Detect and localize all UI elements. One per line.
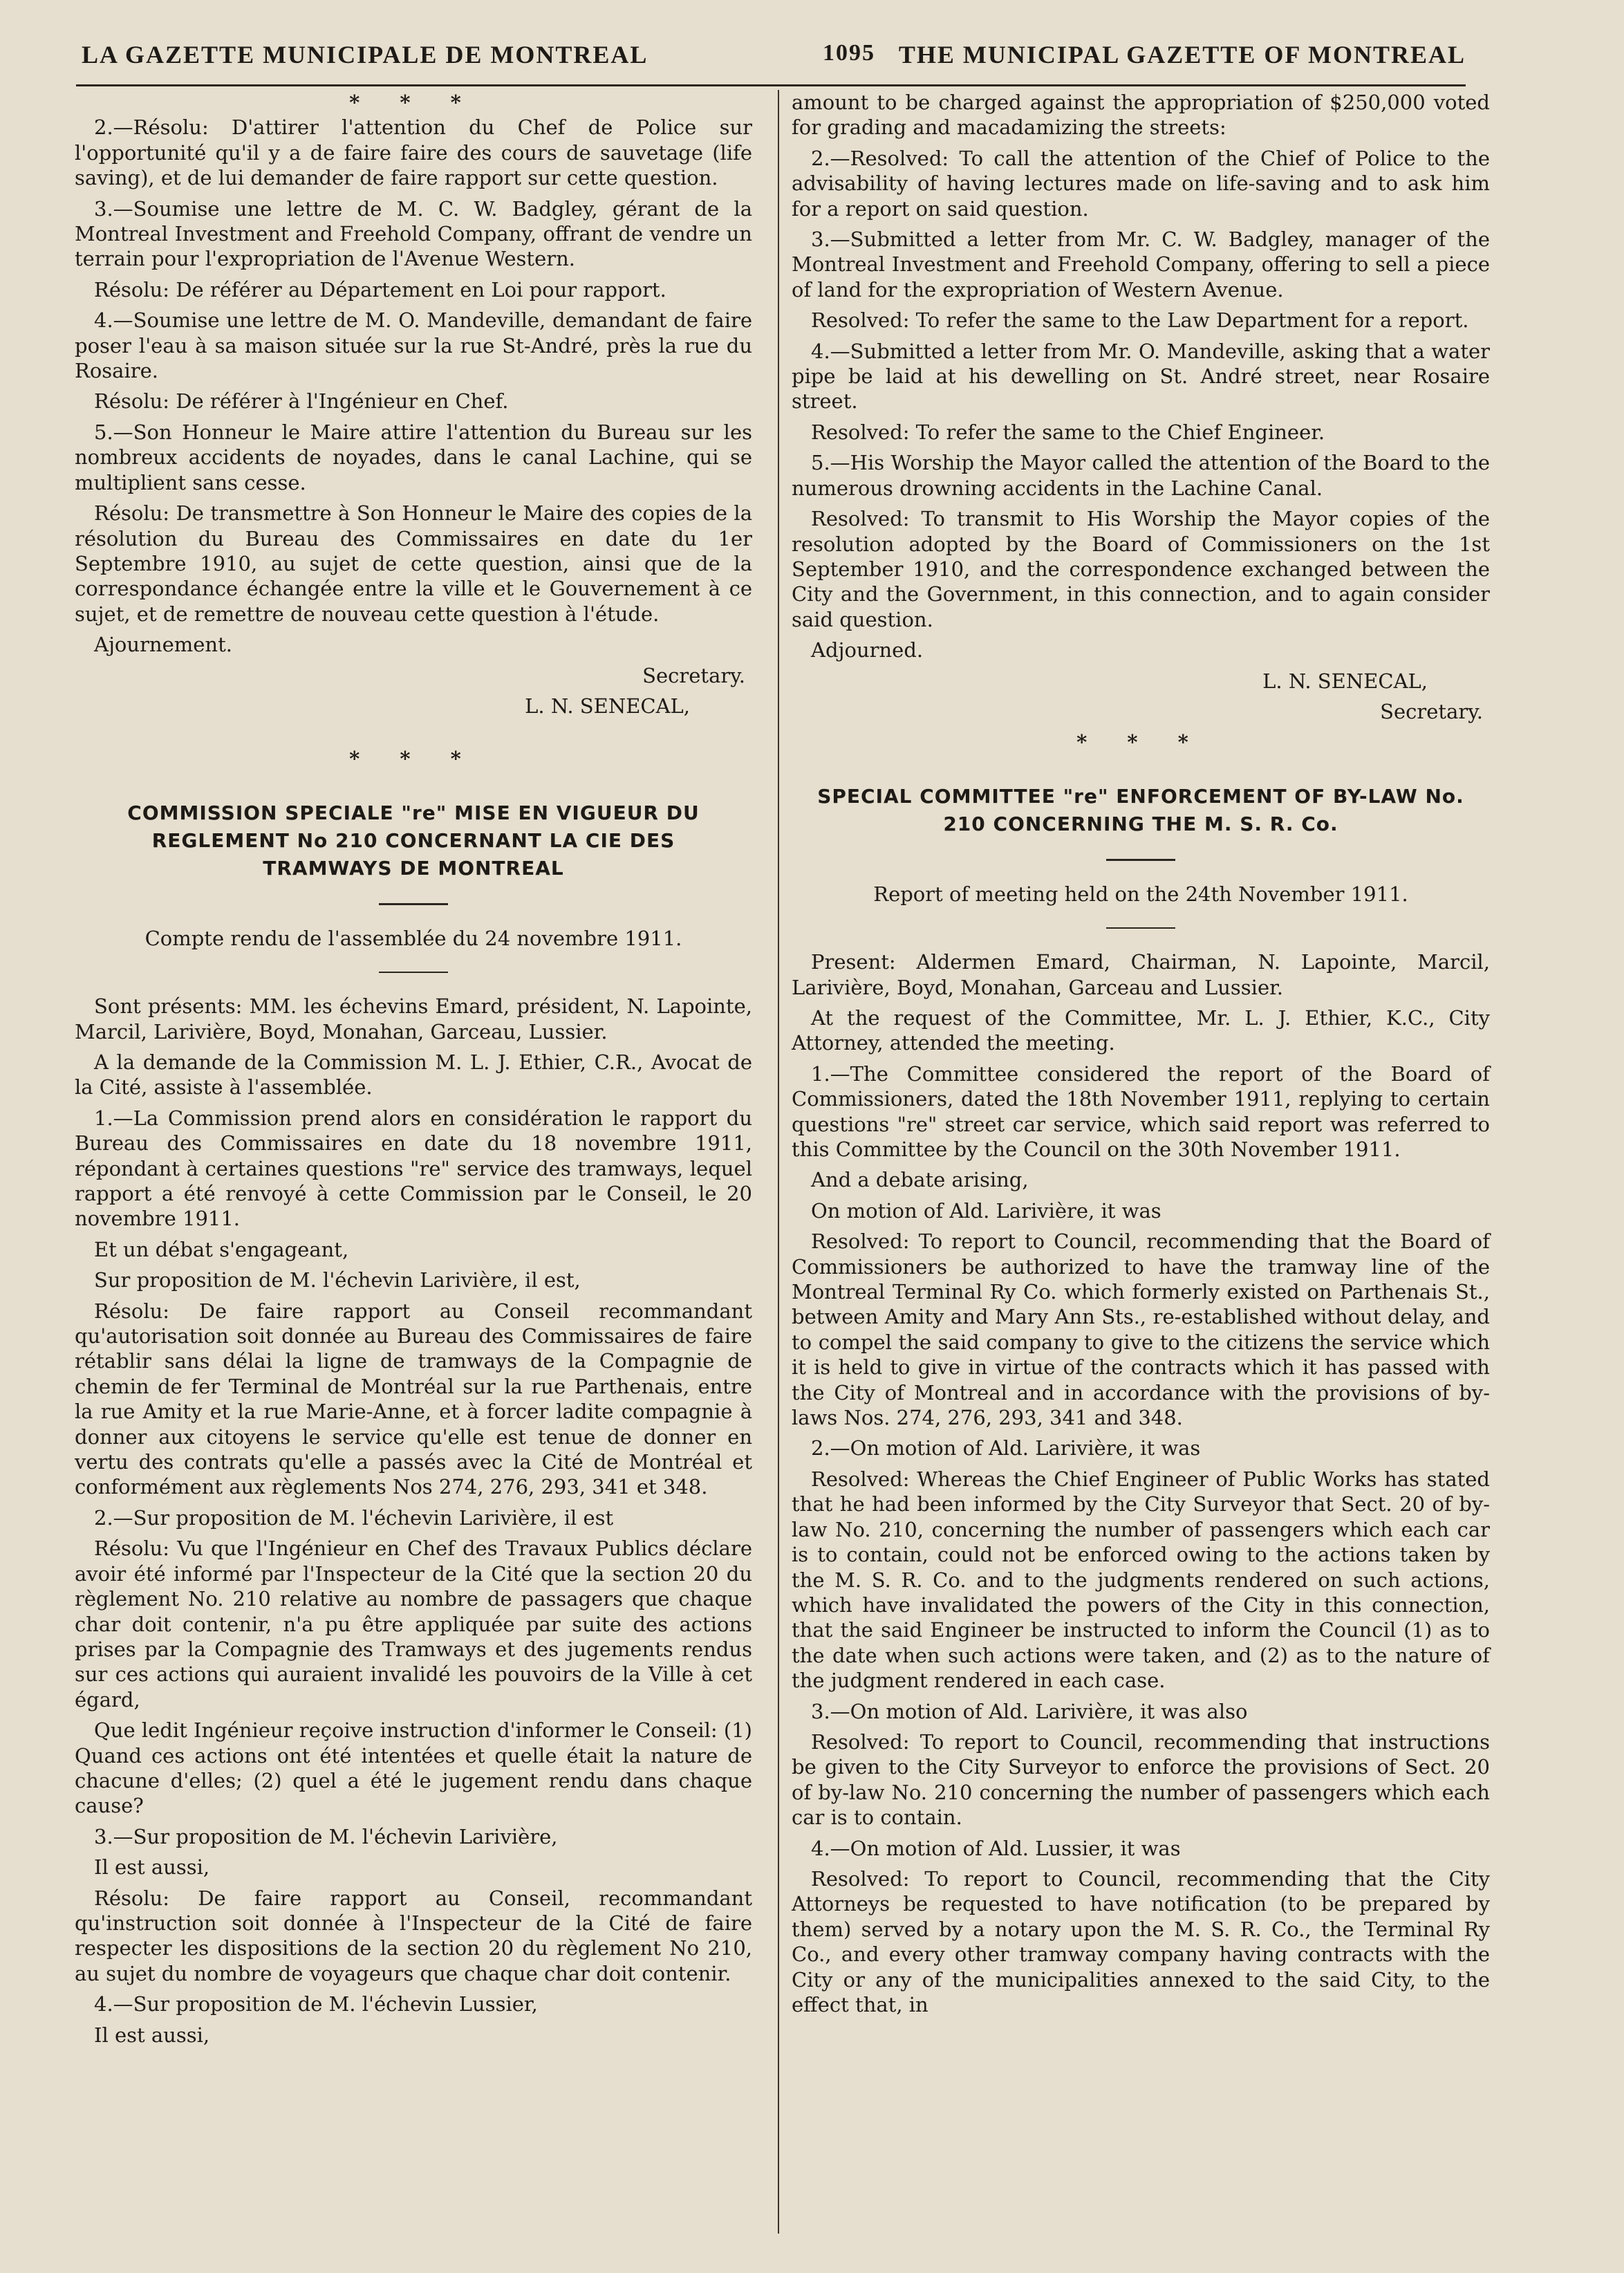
paragraph: 4.—Soumise une lettre de M. O. Mandeville, demandant de faire poser l'eau à sa maison située sur la rue St-André, près la rue du Rosaire. [75,308,752,383]
paragraph: 4.—On motion of Ald. Lussier, it was [811,1836,1181,1860]
signature: L. N. SENECAL, [1262,669,1428,693]
paragraph: Résolu: De transmettre à Son Honneur le Maire des copies de la résolution du Bureau des Commissaires en date du 1er Septembre 1910, au sujet de cette question, ainsi que de la correspondance échangée entre la ville et le Gouvernement à ce sujet, et de remettre de nouveau cette question à l'étude. [75,501,752,626]
french-column [75,90,752,2053]
paragraph: 3.—Soumise une lettre de M. C. W. Badgley, gérant de la Montreal Investment and Freehold Company, offrant de vendre un terrain pour l'expropriation de l'Avenue Western. [75,196,752,271]
secretary-label: Secretary. [1380,699,1483,723]
paragraph: At the request of the Committee, Mr. L. J. Ethier, K.C., City Attorney, attended the meeting. [792,1005,1490,1055]
report-line: Compte rendu de l'assemblée du 24 novembre 1911. [144,926,682,950]
paragraph: Sur proposition de M. l'échevin Larivière, il est, [94,1268,581,1292]
paragraph: Resolved: To refer the same to the Chief Engineer. [811,420,1325,444]
paragraph: Resolved: To transmit to His Worship the Mayor copies of the resolution adopted by the Board of Commissioners on the 1st September 1910, and the correspondence exchanged between the City and the Government, in this connection, and to again consider said question. [792,507,1490,631]
paragraph: Resolved: To report to Council, recommending that the City Attorneys be requested to have notification (to be prepared by them) served by a notary upon the M. S. R. Co., the Terminal Ry Co., and every other tramway company having contracts with the City or any of the municipalities annexed to the said City, to the effect that, in [792,1866,1490,2016]
section-stars: * * * [349,747,478,771]
paragraph: 4.—Submitted a letter from Mr. O. Mandeville, asking that a water pipe be laid at his dewelling on St. André street, near Rosaire street. [792,339,1490,414]
paragraph: 1.—La Commission prend alors en considération le rapport du Bureau des Commissaires en date du 18 novembre 1911, répondant à certaines questions "re" service des tramways, lequel rapport a été renvoyé à cette Commission par le Conseil, le 20 novembre 1911. [75,1106,752,1231]
paragraph: Il est aussi, [94,1855,210,1880]
paragraph: Resolved: Whereas the Chief Engineer of Public Works has stated that he had been informed by the City Surveyor that Sect. 20 of by-law No. 210, concerning the number of passengers which each car is to contain, could not be enforced owing to the actions taken by the M. S. R. Co. and to the judgments rendered on such actions, which have invalidated the powers of the City in this connection, that the said Engineer be instructed to inform the Council (1) as to the date when such actions were taken, and (2) as to the nature of the judgment rendered in each case. [792,1467,1490,1693]
paragraph: Résolu: Vu que l'Ingénieur en Chef des Travaux Publics déclare avoir été informé par l'Inspecteur de la Cité que la section 20 du règlement No. 210 relative au nombre de passagers que chaque char doit contenir, n'a pu être appliquée par suite des actions prises par la Compagnie des Tramways et des jugements rendus sur ces actions qui auraient invalidé les pouvoirs de la Ville à cet égard, [75,1537,752,1711]
paragraph: And a debate arising, [811,1168,1029,1192]
paragraph: 3.—Sur proposition de M. l'échevin Larivière, [94,1824,558,1848]
page-number: 1095 [823,40,875,66]
paragraph: 3.—Submitted a letter from Mr. C. W. Badgley, manager of the Montreal Investment and Freehold Company, offering to sell a piece of land for the expropriation of Western Avenue. [792,228,1490,301]
paragraph: 1.—The Committee considered the report of the Board of Commissioners, dated the 18th November 1911, replying to certain questions "re" street car service, which said report was referred to this Committee by the Council on the 30th November 1911. [792,1061,1490,1161]
rule-divider [379,903,448,905]
paragraph: 3.—On motion of Ald. Larivière, it was also [811,1699,1248,1723]
paragraph: Que ledit Ingénieur reçoive instruction d'informer le Conseil: (1) Quand ces actions ont été intentées et quelle était la nature de chacune d'elles; (2) quel a été le jugement rendu dans chaque cause? [75,1718,752,1818]
english-column [792,90,1490,2023]
paragraph: 5.—Son Honneur le Maire attire l'attention du Bureau sur les nombreux accidents de noyades, dans le canal Lachine, qui se multiplient sans cesse. [75,420,752,494]
paragraph: A la demande de la Commission M. L. J. Ethier, C.R., Avocat de la Cité, assiste à l'assemblée. [75,1050,752,1100]
paragraph: 2.—Résolu: D'attirer l'attention du Chef de Police sur l'opportunité qu'il y a de faire faire des cours de sauvetage (life saving), et de lui demander de faire rapport sur cette question. [75,115,752,190]
paragraph: Résolu: De référer au Département en Loi pour rapport. [94,277,666,301]
paragraph: Resolved: To refer the same to the Law Department for a report. [811,308,1469,333]
paragraph: 5.—His Worship the Mayor called the attention of the Board to the numerous drowning accidents in the Lachine Canal. [792,451,1490,500]
column-divider [778,90,779,2234]
section-title: COMMISSION SPECIALE "re" MISE EN VIGUEUR DU REGLEMENT No 210 CONCERNANT LA CIE DES TRAMWAYS DE MONTREAL [127,801,700,880]
rule-divider [1106,859,1175,861]
paragraph: Résolu: De faire rapport au Conseil recommandant qu'autorisation soit donnée au Bureau des Commissaires de faire rétablir sans délai la ligne de tramways de la Compagnie de chemin de fer Terminal de Montréal sur la rue Parthenais, entre la rue Amity et la rue Marie-Anne, et à forcer ladite compagnie à donner aux citoyens le service qu'elle est tenue de donner en vertu des contrats qu'elle a passés avec la Cité de Montréal et conformément aux règlements Nos 274, 276, 293, 341 et 348. [75,1299,752,1499]
header-title-french: LA GAZETTE MUNICIPALE DE MONTREAL [82,41,648,68]
paragraph: Résolu: De référer à l'Ingénieur en Chef. [94,389,509,414]
header-title-english: THE MUNICIPAL GAZETTE OF MONTREAL [898,41,1466,68]
rule-divider [379,972,448,973]
adjournment: Ajournement. [94,633,232,657]
paragraph: Et un débat s'engageant, [94,1237,349,1261]
page-header [76,36,1466,86]
paragraph: 2.—Resolved: To call the attention of the Chief of Police to the advisability of having lectures made on life-saving and to ask him for a report on said question. [792,146,1490,221]
paragraph: On motion of Ald. Larivière, it was [811,1198,1161,1223]
signature: L. N. SENECAL, [525,694,690,718]
section-title: SPECIAL COMMITTEE "re" ENFORCEMENT OF BY-LAW No. 210 CONCERNING THE M. S. R. Co. [817,784,1464,835]
report-line: Report of meeting held on the 24th November 1911. [873,882,1408,906]
paragraph: 2.—On motion of Ald. Larivière, it was [811,1436,1201,1460]
rule-divider [1106,927,1175,929]
secretary-label: Secretary. [642,663,745,687]
adjournment: Adjourned. [811,638,924,662]
paragraph: Present: Aldermen Emard, Chairman, N. Lapointe, Marcil, Larivière, Boyd, Monahan, Garceau and Lussier. [792,950,1490,999]
paragraph: Résolu: De faire rapport au Conseil, recommandant qu'instruction soit donnée à l'Inspecteur de la Cité de faire respecter les dispositions de la section 20 du règlement No 210, au sujet du nombre de voyageurs que chaque char doit contenir. [75,1886,752,1985]
paragraph: amount to be charged against the appropriation of $250,000 voted for grading and macadamizing the streets: [792,91,1490,140]
paragraph: Il est aussi, [94,2023,210,2047]
paragraph: 4.—Sur proposition de M. l'échevin Lussier, [94,1992,538,2016]
paragraph: Sont présents: MM. les échevins Emard, président, N. Lapointe, Marcil, Larivière, Boyd, Monahan, Garceau, Lussier. [75,994,752,1043]
section-stars: * * * [349,91,478,114]
section-stars: * * * [1076,730,1205,754]
paragraph: Resolved: To report to Council, recommending that the Board of Commissioners be authorized to have the tramway line of the Montreal Terminal Ry Co. which formerly existed on Parthenais St., between Amity and Mary Ann Sts., re-established without delay, and to compel the said company to give to the citizens the service which it is held to give in virtue of the contracts which it has passed with the City of Montreal and in accordance with the provisions of by-laws Nos. 274, 276, 293, 341 and 348. [792,1230,1490,1430]
paragraph: Resolved: To report to Council, recommending that instructions be given to the City Surveyor to enforce the provisions of Sect. 20 of by-law No. 210 concerning the number of passengers which each car is to contain. [792,1729,1490,1830]
paragraph: 2.—Sur proposition de M. l'échevin Larivière, il est [94,1505,614,1530]
